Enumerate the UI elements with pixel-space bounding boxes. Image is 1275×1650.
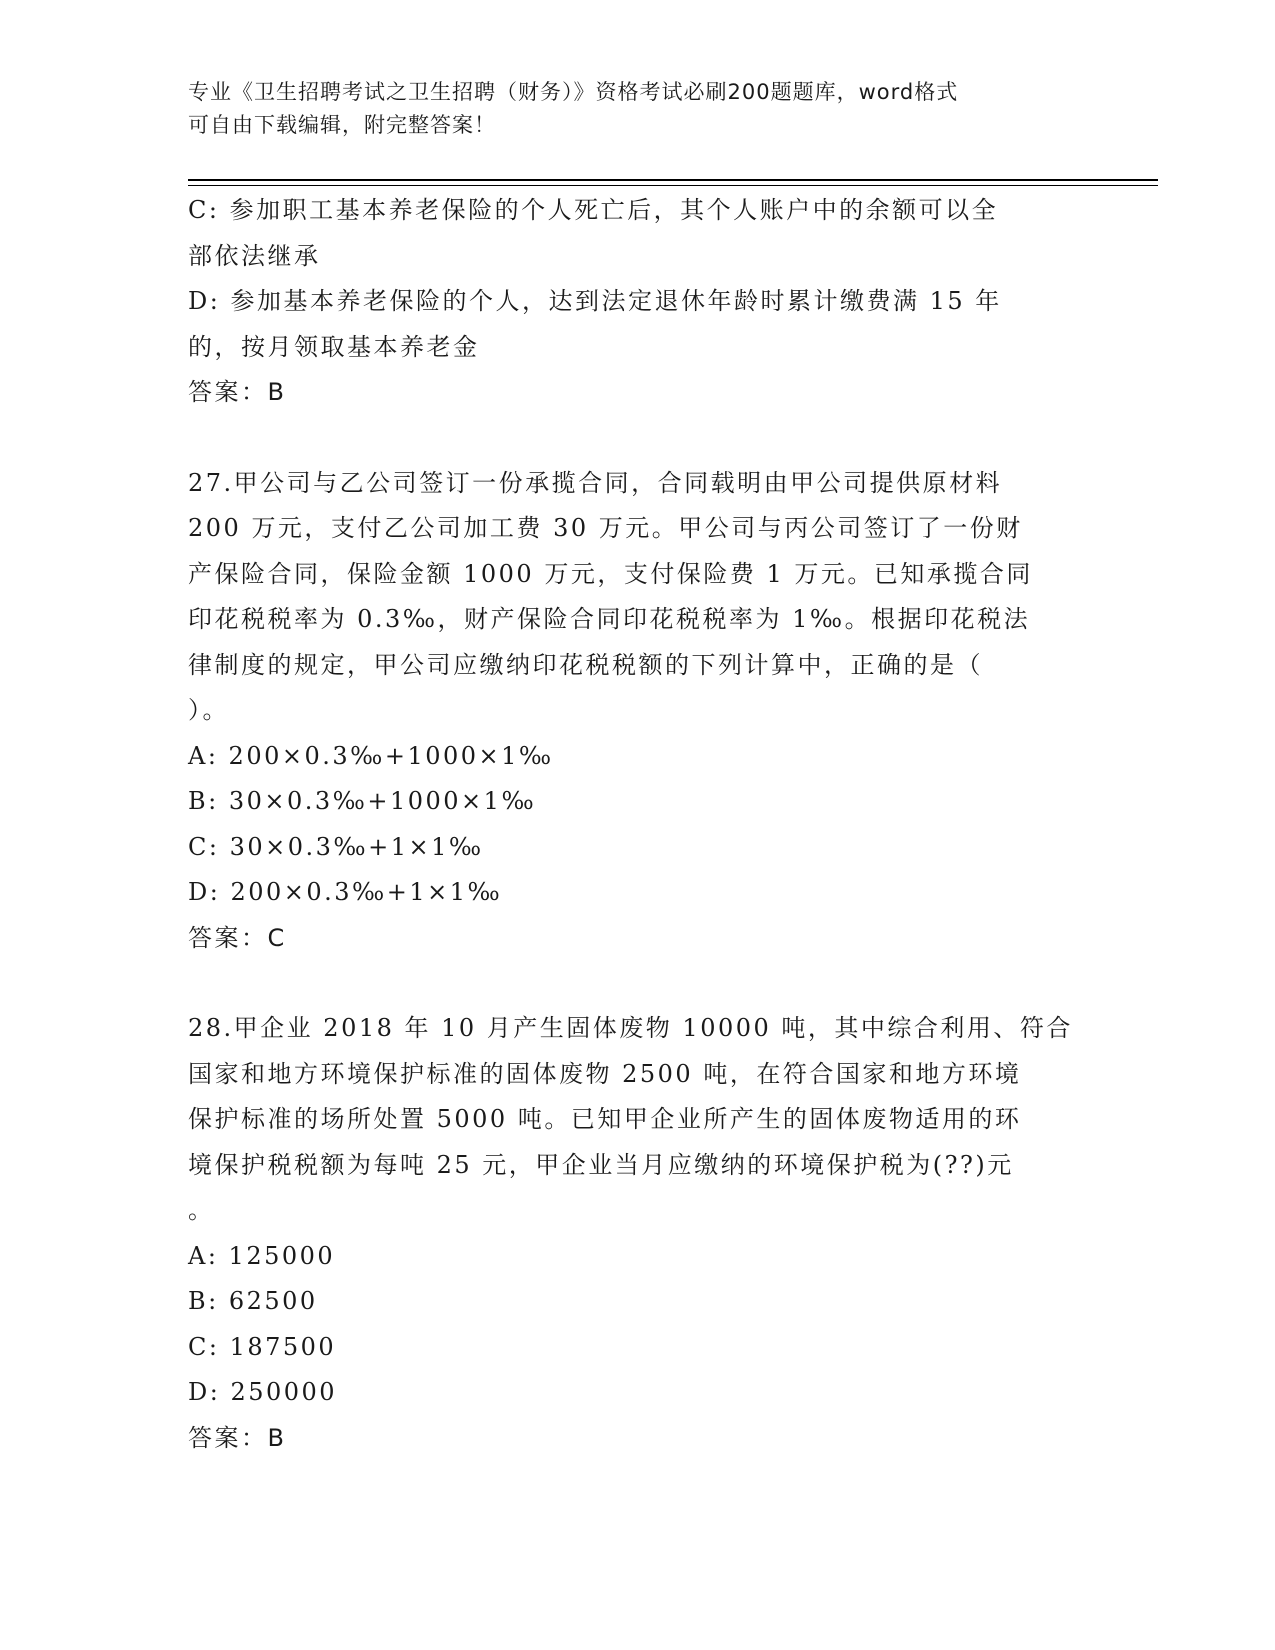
question-stem-line: 境保护税税额为每吨 25 元，甲企业当月应缴纳的环境保护税为(??)元 (188, 1150, 1014, 1179)
option-c-line-1: C: 参加职工基本养老保险的个人死亡后，其个人账户中的余额可以全 (188, 196, 999, 224)
option-a: A: 200×0.3‰+1000×1‰ (188, 741, 554, 770)
option-c: C: 187500 (188, 1332, 337, 1361)
header-line-2: 可自由下载编辑，附完整答案！ (188, 113, 496, 137)
question-stem-line: ）。 (188, 696, 229, 724)
question-stem-line: 国家和地方环境保护标准的固体废物 2500 吨，在符合国家和地方环境 (188, 1059, 1022, 1088)
answer-27: 答案：C (188, 923, 287, 952)
option-d-line-2: 的，按月领取基本养老金 (188, 332, 480, 361)
question-stem-line: 27.甲公司与乙公司签订一份承揽合同，合同载明由甲公司提供原材料 (188, 468, 1003, 497)
option-d-line-1: D: 参加基本养老保险的个人，达到法定退休年龄时累计缴费满 15 年 (188, 287, 1002, 315)
question-stem-line: 产保险合同，保险金额 1000 万元，支付保险费 1 万元。已知承揽合同 (188, 559, 1033, 588)
question-27 (188, 461, 1088, 962)
option-d: D: 200×0.3‰+1×1‰ (188, 878, 503, 906)
document-header (188, 76, 1068, 142)
spacer (188, 416, 1088, 461)
option-d: D: 250000 (188, 1378, 338, 1406)
option-a: A: 125000 (188, 1241, 336, 1270)
answer-28: 答案：B (188, 1423, 287, 1452)
question-stem-line: 保护标准的场所处置 5000 吨。已知甲企业所产生的固体废物适用的环 (188, 1105, 1022, 1133)
question-stem-line: 印花税税率为 0.3‰，财产保险合同印花税税率为 1‰。根据印花税法 (188, 605, 1031, 633)
option-b: B: 30×0.3‰+1000×1‰ (188, 787, 537, 815)
header-line-1: 专业《卫生招聘考试之卫生招聘（财务）》资格考试必刷200题题库，word格式 (188, 80, 959, 104)
option-b: B: 62500 (188, 1287, 318, 1315)
question-stem-line: 28.甲企业 2018 年 10 月产生固体废物 10000 吨，其中综合利用、符合 (188, 1014, 1073, 1042)
option-c: C: 30×0.3‰+1×1‰ (188, 832, 484, 861)
question-stem-line: 。 (188, 1196, 215, 1224)
question-stem-line: 律制度的规定，甲公司应缴纳印花税税额的下列计算中，正确的是（ (188, 650, 983, 679)
question-26-tail (188, 188, 1088, 416)
option-c-line-2: 部依法继承 (188, 241, 321, 270)
question-28 (188, 1006, 1088, 1461)
header-divider-thick (188, 179, 1158, 181)
question-stem-line: 200 万元，支付乙公司加工费 30 万元。甲公司与丙公司签订了一份财 (188, 514, 1023, 542)
question-content (188, 188, 1088, 1461)
answer-26: 答案：B (188, 378, 287, 406)
header-divider-thin (188, 185, 1158, 186)
spacer (188, 961, 1088, 1006)
